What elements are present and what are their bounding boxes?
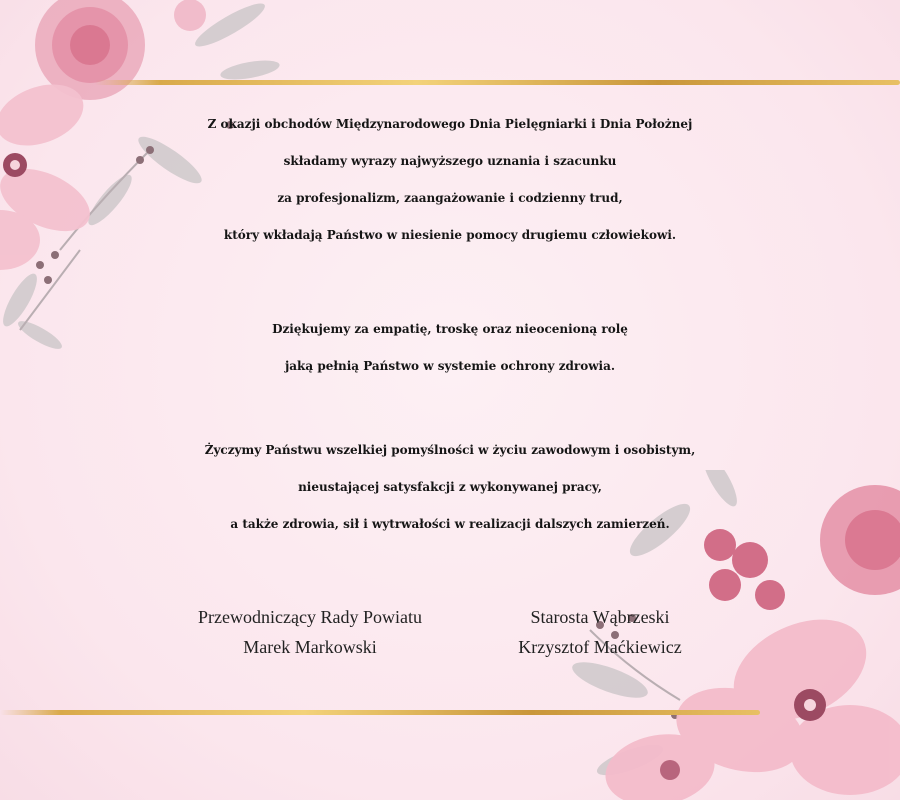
greeting-line: jaką pełnią Państwo w systemie ochrony zdrowia. <box>284 359 616 373</box>
signature-right <box>470 602 730 662</box>
greeting-paragraph-2 <box>0 311 900 385</box>
signature-title: Starosta Wąbrzeski <box>530 607 670 627</box>
greeting-line: nieustającej satysfakcji z wykonywanej pracy, <box>298 480 602 494</box>
greeting-line: który wkładają Państwo w niesienie pomocy drugiemu człowiekowi. <box>223 228 677 242</box>
greeting-line: a także zdrowia, sił i wytrwałości w realizacji dalszych zamierzeń. <box>230 517 670 531</box>
signature-name: Marek Markowski <box>243 637 377 657</box>
greeting-paragraph-3 <box>0 432 900 543</box>
signature-title: Przewodniczący Rady Powiatu <box>198 607 422 627</box>
gold-divider-bottom <box>0 710 760 715</box>
signature-name: Krzysztof Maćkiewicz <box>518 637 682 657</box>
greeting-line: składamy wyrazy najwyższego uznania i szacunku <box>283 154 617 168</box>
gold-divider-top <box>95 80 900 85</box>
signature-left <box>160 602 460 662</box>
greeting-line: Z okazji obchodów Międzynarodowego Dnia Pielęgniarki i Dnia Położnej <box>207 117 693 131</box>
greeting-line: za profesjonalizm, zaangażowanie i codzienny trud, <box>277 191 623 205</box>
greeting-paragraph-1 <box>0 106 900 254</box>
greeting-line: Dziękujemy za empatię, troskę oraz nieocenioną rolę <box>272 322 628 336</box>
greeting-line: Życzymy Państwu wszelkiej pomyślności w życiu zawodowym i osobistym, <box>204 443 696 457</box>
